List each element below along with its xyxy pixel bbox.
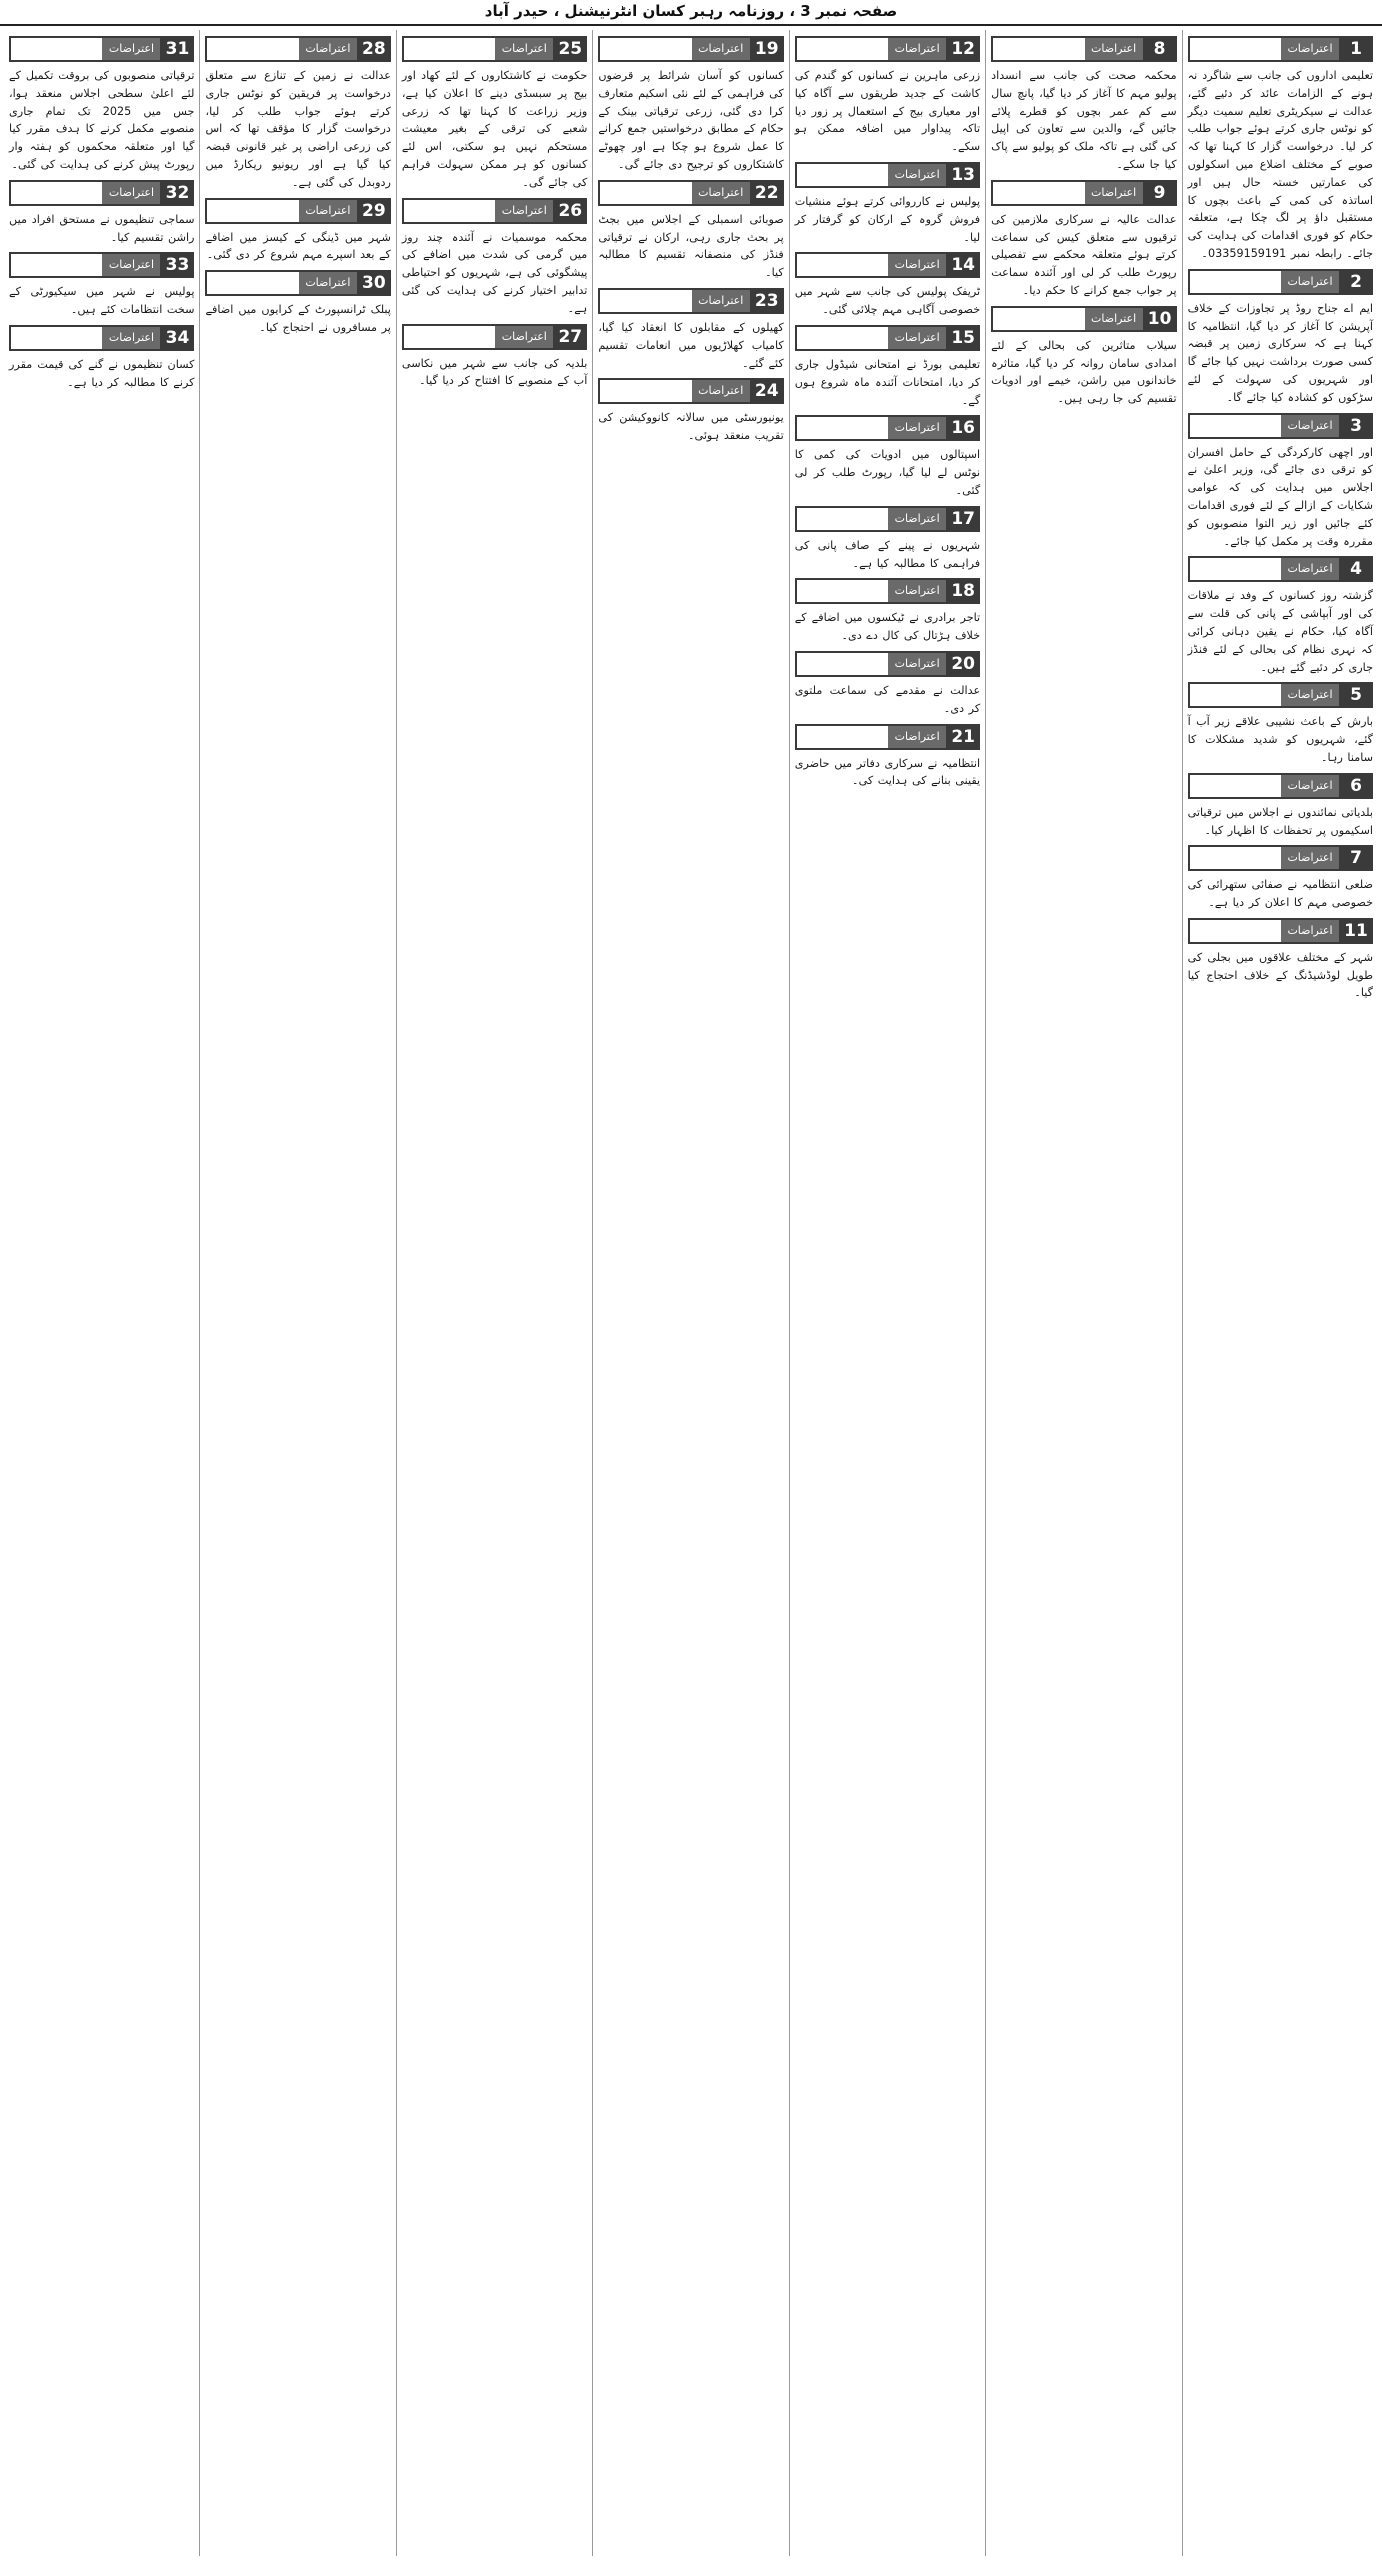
item-tag-label: اعتراضات (888, 726, 946, 748)
item-text: بلدیہ کی جانب سے شہر میں نکاسی آب کے منصوبے کا افتتاح کر دیا گیا۔ (401, 356, 588, 388)
item-number: 23 (750, 288, 784, 314)
news-column (592, 30, 788, 2556)
item-number-box (1188, 918, 1373, 944)
item-number-box (402, 36, 587, 62)
news-column (985, 30, 1181, 2556)
item-tag (795, 415, 946, 441)
item-tag-label: اعتراضات (888, 164, 946, 186)
item-tag-label: اعتراضات (1281, 38, 1339, 60)
item-tag-label: اعتراضات (888, 417, 946, 439)
item-text: بارش کے باعث نشیبی علاقے زیر آب آ گئے، شہریوں کو شدید مشکلات کا سامنا رہا۔ (1187, 715, 1373, 764)
item-text: پولیس نے شہر میں سیکیورٹی کے سخت انتظامات کئے ہیں۔ (9, 285, 195, 317)
item-text: محکمہ موسمیات نے آئندہ چند روز میں گرمی کی شدت میں اضافے کی پیشگوئی کی ہے، شہریوں کو احتیاطی تدابیر اختیار کرنے کی ہدایت کی گئی ہے۔ (401, 230, 588, 315)
item-tag-label: اعتراضات (1085, 38, 1143, 60)
item-number: 4 (1339, 556, 1373, 582)
item-number: 7 (1339, 845, 1373, 871)
item-tag-label: اعتراضات (692, 380, 750, 402)
item-text: حکومت نے کاشتکاروں کے لئے کھاد اور بیج پر سبسڈی دینے کا اعلان کیا ہے، وزیر زراعت کا کہنا تھا کہ زرعی شعبے کی ترقی کے بغیر معیشت مستحکم نہیں ہو سکتی، اس لئے کسانوں کو ہر ممکن سہولت فراہم کی جائے گی۔ (401, 69, 588, 189)
item-text: تعلیمی بورڈ نے امتحانی شیڈول جاری کر دیا، امتحانات آئندہ ماہ شروع ہوں گے۔ (794, 357, 981, 407)
newspaper-page (4, 30, 1378, 2556)
item-tag (795, 506, 946, 532)
item-text: یونیورسٹی میں سالانہ کانووکیشن کی تقریب منعقد ہوئی۔ (598, 411, 784, 443)
item-tag-label: اعتراضات (888, 38, 946, 60)
item-text: محکمہ صحت کی جانب سے انسداد پولیو مہم کا آغاز کر دیا گیا، پانچ سال سے کم عمر بچوں کو قطرے پلائے جائیں گے، والدین سے تعاون کی اپیل کی گئی ہے تاکہ ملک کو پولیو سے پاک کیا جا سکے۔ (991, 69, 1177, 171)
item-text: صوبائی اسمبلی کے اجلاس میں بجٹ پر بحث جاری رہی، ارکان نے ترقیاتی فنڈز کی منصفانہ تقسیم کا مطالبہ کیا۔ (598, 212, 784, 280)
item-number-box (598, 36, 783, 62)
item-number: 24 (750, 378, 784, 404)
item-number-box (1188, 845, 1373, 871)
item-text: اور اچھی کارکردگی کے حامل افسران کو ترقی دی جائے گی، وزیر اعلیٰ نے اجلاس میں ہدایت کی کہ عوامی شکایات کے ازالے کے لئے فوری اقدامات کئے جائیں اور زیر التوا منصوبوں کو مقررہ وقت پر مکمل کیا جائے۔ (1187, 445, 1373, 548)
item-text: سیلاب متاثرین کی بحالی کے لئے امدادی سامان روانہ کر دیا گیا، متاثرہ خاندانوں میں راشن، خیمے اور ادویات تقسیم کی جا رہی ہیں۔ (991, 338, 1177, 406)
item-tag (795, 651, 946, 677)
item-tag-label: اعتراضات (888, 254, 946, 276)
item-text: سماجی تنظیموں نے مستحق افراد میں راشن تقسیم کیا۔ (9, 212, 195, 244)
item-tag (598, 378, 749, 404)
item-tag-label: اعتراضات (102, 254, 160, 276)
item-text: کسانوں کو آسان شرائط پر قرضوں کی فراہمی کے لئے نئی اسکیم متعارف کرا دی گئی، زرعی ترقیاتی بینک کے حکام کے مطابق درخواستیں جمع کرانے کا عمل شروع ہو چکا ہے اور چھوٹے کاشتکاروں کو ترجیح دی جائے گی۔ (598, 69, 784, 171)
item-tag (9, 180, 160, 206)
news-column (199, 30, 395, 2556)
item-number: 32 (160, 180, 194, 206)
item-number-box (205, 198, 390, 224)
item-number: 16 (946, 415, 980, 441)
item-number-box (991, 180, 1176, 206)
item-text: عدالت نے مقدمے کی سماعت ملتوی کر دی۔ (794, 683, 981, 715)
news-column (789, 30, 985, 2556)
item-number-box (1188, 556, 1373, 582)
item-number: 11 (1339, 918, 1373, 944)
item-tag-label: اعتراضات (102, 38, 160, 60)
item-tag (1188, 918, 1339, 944)
item-number: 27 (553, 324, 587, 350)
item-tag (205, 270, 356, 296)
item-number: 28 (357, 36, 391, 62)
news-column (396, 30, 592, 2556)
item-number-box (205, 36, 390, 62)
item-text: تعلیمی اداروں کی جانب سے شاگرد نہ ہونے کے الزامات عائد کر دئیے گئے، عدالت نے سیکریٹری تعلیم سمیت دیگر کو نوٹس جاری کرتے ہوئے جواب طلب کر لیا۔ درخواست گزار کا کہنا تھا کہ صوبے کے مختلف اضلاع میں اسکولوں کی عمارتیں خستہ حال ہیں اور اساتذہ کی کمی کے باعث بچوں کا مستقبل داؤ پر لگ چکا ہے، متعلقہ حکام کو فوری اقدامات کی ہدایت کی جائے۔ رابطہ نمبر 03359159191۔ (1187, 69, 1373, 260)
item-number-box (991, 36, 1176, 62)
item-tag (402, 198, 553, 224)
item-number-box (9, 325, 194, 351)
item-number-box (795, 36, 980, 62)
item-tag-label: اعتراضات (692, 290, 750, 312)
item-tag-label: اعتراضات (1281, 684, 1339, 706)
item-tag-label: اعتراضات (1281, 558, 1339, 580)
item-tag (991, 36, 1142, 62)
item-tag (598, 36, 749, 62)
item-tag (205, 36, 356, 62)
item-tag-label: اعتراضات (888, 580, 946, 602)
item-tag-label: اعتراضات (299, 38, 357, 60)
item-tag-label: اعتراضات (1281, 415, 1339, 437)
item-text: ٹریفک پولیس کی جانب سے شہر میں خصوصی آگاہی مہم چلائی گئی۔ (794, 285, 981, 317)
item-tag (402, 36, 553, 62)
item-number-box (1188, 773, 1373, 799)
item-tag (795, 36, 946, 62)
item-text: پولیس نے کارروائی کرتے ہوئے منشیات فروش گروہ کے ارکان کو گرفتار کر لیا۔ (794, 194, 981, 244)
item-tag (795, 325, 946, 351)
item-number: 15 (946, 325, 980, 351)
item-tag-label: اعتراضات (495, 326, 553, 348)
item-tag (1188, 413, 1339, 439)
item-number-box (1188, 413, 1373, 439)
item-tag-label: اعتراضات (1281, 775, 1339, 797)
item-tag-label: اعتراضات (1281, 920, 1339, 942)
item-text: زرعی ماہرین نے کسانوں کو گندم کی کاشت کے جدید طریقوں سے آگاہ کیا اور معیاری بیج کے استعمال پر زور دیا تاکہ پیداوار میں اضافہ ممکن ہو سکے۔ (794, 69, 981, 154)
item-tag (795, 724, 946, 750)
item-number-box (205, 270, 390, 296)
news-column (4, 30, 199, 2556)
item-tag-label: اعتراضات (888, 653, 946, 675)
item-number-box (598, 288, 783, 314)
item-text: شہریوں نے پینے کے صاف پانی کی فراہمی کا مطالبہ کیا ہے۔ (794, 538, 981, 570)
item-tag-label: اعتراضات (102, 327, 160, 349)
item-text: تاجر برادری نے ٹیکسوں میں اضافے کے خلاف ہڑتال کی کال دے دی۔ (794, 611, 981, 643)
item-text: پبلک ٹرانسپورٹ کے کرایوں میں اضافے پر مسافروں نے احتجاج کیا۔ (205, 303, 391, 334)
item-tag (205, 198, 356, 224)
item-number: 8 (1143, 36, 1177, 62)
item-number-box (402, 198, 587, 224)
item-number-box (795, 578, 980, 604)
item-number: 34 (160, 325, 194, 351)
item-number: 26 (553, 198, 587, 224)
item-number: 31 (160, 36, 194, 62)
item-tag (991, 180, 1142, 206)
item-text: انتظامیہ نے سرکاری دفاتر میں حاضری یقینی بنانے کی ہدایت کی۔ (794, 756, 981, 788)
item-tag (795, 578, 946, 604)
item-tag (9, 252, 160, 278)
item-number: 12 (946, 36, 980, 62)
item-text: عدالت عالیہ نے سرکاری ملازمین کی ترقیوں سے متعلق کیس کی سماعت کرتے ہوئے متعلقہ محکمے سے تفصیلی رپورٹ طلب کر لی اور آئندہ سماعت پر جواب جمع کرانے کا حکم دیا۔ (991, 212, 1177, 297)
item-number: 30 (357, 270, 391, 296)
item-number: 17 (946, 506, 980, 532)
item-tag (991, 306, 1142, 332)
item-tag-label: اعتراضات (495, 38, 553, 60)
item-tag-label: اعتراضات (1085, 182, 1143, 204)
item-text: ترقیاتی منصوبوں کی بروقت تکمیل کے لئے اعلیٰ سطحی اجلاس منعقد ہوا، جس میں 2025 تک تمام جاری منصوبے مکمل کرنے کا ہدف مقرر کیا گیا اور متعلقہ محکموں کو ہفتہ وار رپورٹ پیش کرنے کی ہدایت کی گئی۔ (9, 69, 195, 171)
item-tag (1188, 36, 1339, 62)
page-masthead (0, 0, 1382, 26)
item-number-box (795, 162, 980, 188)
item-text: کھیلوں کے مقابلوں کا انعقاد کیا گیا، کامیاب کھلاڑیوں میں انعامات تقسیم کئے گئے۔ (598, 320, 784, 370)
item-number-box (1188, 269, 1373, 295)
item-number-box (795, 724, 980, 750)
item-number-box (795, 252, 980, 278)
item-tag-label: اعتراضات (1281, 271, 1339, 293)
item-tag-label: اعتراضات (102, 182, 160, 204)
item-tag (1188, 556, 1339, 582)
item-number: 21 (946, 724, 980, 750)
item-tag-label: اعتراضات (888, 327, 946, 349)
item-text: ضلعی انتظامیہ نے صفائی ستھرائی کی خصوصی مہم کا اعلان کر دیا ہے۔ (1187, 878, 1373, 910)
item-number: 29 (357, 198, 391, 224)
item-number-box (402, 324, 587, 350)
item-number: 14 (946, 252, 980, 278)
item-number-box (598, 180, 783, 206)
item-number-box (1188, 682, 1373, 708)
item-tag (1188, 773, 1339, 799)
item-text: شہر کے مختلف علاقوں میں بجلی کی طویل لوڈشیڈنگ کے خلاف احتجاج کیا گیا۔ (1187, 950, 1373, 1000)
item-number: 1 (1339, 36, 1373, 62)
item-tag (795, 252, 946, 278)
item-number-box (795, 325, 980, 351)
item-number: 10 (1143, 306, 1177, 332)
item-number-box (9, 252, 194, 278)
item-number-box (795, 651, 980, 677)
item-number: 25 (553, 36, 587, 62)
item-tag-label: اعتراضات (299, 272, 357, 294)
item-number: 20 (946, 651, 980, 677)
item-tag (9, 36, 160, 62)
item-tag-label: اعتراضات (1085, 308, 1143, 330)
item-tag-label: اعتراضات (692, 182, 750, 204)
item-number-box (9, 180, 194, 206)
item-tag (1188, 845, 1339, 871)
item-text: بلدیاتی نمائندوں نے اجلاس میں ترقیاتی اسکیموں پر تحفظات کا اظہار کیا۔ (1187, 805, 1373, 837)
item-number-box (991, 306, 1176, 332)
item-number: 2 (1339, 269, 1373, 295)
item-number-box (9, 36, 194, 62)
item-text: شہر میں ڈینگی کے کیسز میں اضافے کے بعد اسپرے مہم شروع کر دی گئی۔ (205, 230, 391, 262)
item-tag (598, 180, 749, 206)
item-number: 6 (1339, 773, 1373, 799)
item-number: 19 (750, 36, 784, 62)
item-tag-label: اعتراضات (495, 200, 553, 222)
item-number: 33 (160, 252, 194, 278)
item-text: ایم اے جناح روڈ پر تجاوزات کے خلاف آپریشن کا آغاز کر دیا گیا، انتظامیہ کا کہنا ہے کہ سرکاری زمین پر قبضہ کسی صورت برداشت نہیں کیا جائے گا اور شہریوں کی سہولت کے لئے سڑکوں کو کشادہ کیا جائے گا۔ (1187, 301, 1373, 404)
item-number-box (598, 378, 783, 404)
item-number-box (1188, 36, 1373, 62)
item-number: 9 (1143, 180, 1177, 206)
item-text: عدالت نے زمین کے تنازع سے متعلق درخواست پر فریقین کو نوٹس جاری کرتے ہوئے جواب طلب کر لیا، درخواست گزار کا مؤقف تھا کہ اس کی زرعی اراضی پر غیر قانونی قبضہ کیا گیا ہے اور ریونیو ریکارڈ میں ردوبدل کی گئی ہے۔ (205, 69, 391, 189)
item-text: اسپتالوں میں ادویات کی کمی کا نوٹس لے لیا گیا، رپورٹ طلب کر لی گئی۔ (794, 448, 981, 497)
item-number-box (795, 506, 980, 532)
item-text: کسان تنظیموں نے گنے کی قیمت مقرر کرنے کا مطالبہ کر دیا ہے۔ (9, 357, 195, 389)
item-tag (402, 324, 553, 350)
news-column (1182, 30, 1378, 2556)
item-tag-label: اعتراضات (299, 200, 357, 222)
item-tag (1188, 682, 1339, 708)
item-number: 22 (750, 180, 784, 206)
item-number-box (795, 415, 980, 441)
item-tag (9, 325, 160, 351)
item-tag-label: اعتراضات (692, 38, 750, 60)
item-number: 18 (946, 578, 980, 604)
item-tag-label: اعتراضات (1281, 847, 1339, 869)
item-tag (1188, 269, 1339, 295)
item-tag (598, 288, 749, 314)
item-text: گزشتہ روز کسانوں کے وفد نے ملاقات کی اور آبپاشی کے پانی کی قلت سے آگاہ کیا، حکام نے یقین دہانی کرائی کہ نہری نظام کی بحالی کے لئے فنڈز جاری کر دئیے گئے ہیں۔ (1187, 589, 1373, 674)
item-tag (795, 162, 946, 188)
item-number: 3 (1339, 413, 1373, 439)
item-number: 13 (946, 162, 980, 188)
item-number: 5 (1339, 682, 1373, 708)
item-tag-label: اعتراضات (888, 508, 946, 530)
masthead-title: صفحہ نمبر 3 ، روزنامہ رہبر کسان انٹرنیشنل ، حیدر آباد (484, 2, 898, 20)
